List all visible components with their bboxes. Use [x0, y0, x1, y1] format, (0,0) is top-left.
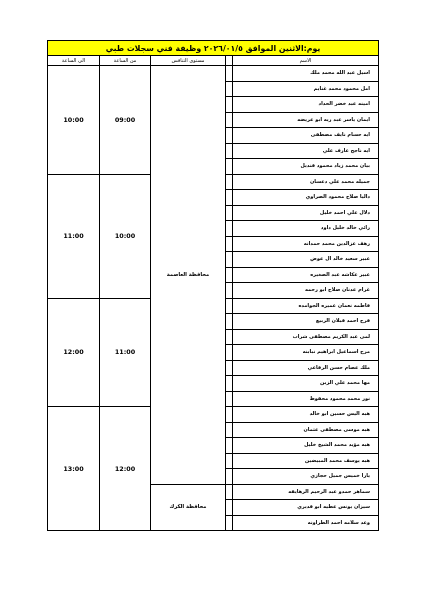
spacer-cell	[226, 159, 233, 175]
name-cell: امينه عبد خضر الحداد	[233, 97, 379, 113]
schedule-body	[48, 66, 379, 531]
name-cell: مرح اسماعيل ابراهيم نبابنه	[233, 345, 379, 361]
schedule-title: يوم:الاثنين الموافق ٢٠٢٦/٠١/٥ وظيفة فني سجلات طبي	[48, 41, 379, 56]
spacer-cell	[226, 500, 233, 516]
spacer-cell	[226, 174, 233, 190]
name-cell: ايمان ياسر عبد ربه ابو عريضه	[233, 112, 379, 128]
name-cell: بيان محمد زياد محمود قنديل	[233, 159, 379, 175]
header-name: الاسم	[233, 56, 379, 66]
name-cell: يارا خميس جميل حجازي	[233, 469, 379, 485]
name-cell: داليا صلاح محمود الصراوي	[233, 190, 379, 206]
to-time-cell: 11:00	[48, 174, 100, 298]
spacer-cell	[226, 190, 233, 206]
spacer-cell	[226, 515, 233, 531]
name-cell: هبه اليس حسين ابو خالد	[233, 407, 379, 423]
table-row	[48, 66, 379, 82]
spacer-cell	[226, 345, 233, 361]
spacer-cell	[226, 112, 233, 128]
spacer-cell	[226, 422, 233, 438]
header-spacer	[226, 56, 233, 66]
spacer-cell	[226, 329, 233, 345]
spacer-cell	[226, 283, 233, 299]
name-cell: دلال علي احمد خليل	[233, 205, 379, 221]
spacer-cell	[226, 469, 233, 485]
spacer-cell	[226, 252, 233, 268]
to-time-cell: 10:00	[48, 66, 100, 175]
name-cell: رهف عزالدين محمد حمدانه	[233, 236, 379, 252]
name-cell: هبه موسى مصطفى عثمان	[233, 422, 379, 438]
header-to-time: الى الساعة	[48, 56, 100, 66]
spacer-cell	[226, 453, 233, 469]
name-cell: اسيل عبد الله محمد ملك	[233, 66, 379, 82]
name-cell: عبير سعيد خالد ال عوض	[233, 252, 379, 268]
name-cell: ايه ناجح عارف علي	[233, 143, 379, 159]
spacer-cell	[226, 236, 233, 252]
schedule-table	[47, 40, 379, 531]
name-cell: جميله محمد علي دعسان	[233, 174, 379, 190]
header-from-time: من الساعة	[100, 56, 151, 66]
spacer-cell	[226, 298, 233, 314]
name-cell: فرح احمد قبلان الربيع	[233, 314, 379, 330]
spacer-cell	[226, 81, 233, 97]
spacer-cell	[226, 391, 233, 407]
spacer-cell	[226, 484, 233, 500]
name-cell: مها محمد علي الزبن	[233, 376, 379, 392]
name-cell: عبير عكاشه عبد الصغيره	[233, 267, 379, 283]
name-cell: ملك عصام حسن الرفاعي	[233, 360, 379, 376]
name-cell: سماهر حمدو عبد الرحيم الرهايفه	[233, 484, 379, 500]
spacer-cell	[226, 267, 233, 283]
name-cell: رائي خالد خليل داود	[233, 221, 379, 237]
name-cell: فاطمه نعمان عميره الجوامده	[233, 298, 379, 314]
from-time-cell: 09:00	[100, 66, 151, 175]
name-cell: نور محمد محمود محفوظ	[233, 391, 379, 407]
spacer-cell	[226, 314, 233, 330]
name-cell: سيزان يونس عطيه ابو قديري	[233, 500, 379, 516]
spacer-cell	[226, 97, 233, 113]
from-time-cell: 11:00	[100, 298, 151, 407]
name-cell: امل محمود محمد غنايم	[233, 81, 379, 97]
to-time-cell: 13:00	[48, 407, 100, 531]
from-time-cell: 12:00	[100, 407, 151, 531]
spacer-cell	[226, 360, 233, 376]
spacer-cell	[226, 66, 233, 82]
from-time-cell: 10:00	[100, 174, 151, 298]
name-cell: هبه يوسف محمد المبيضين	[233, 453, 379, 469]
spacer-cell	[226, 221, 233, 237]
spacer-cell	[226, 438, 233, 454]
spacer-cell	[226, 205, 233, 221]
name-cell: ايه حسام نايف مصطفى	[233, 128, 379, 144]
header-level: مستوى التنافس	[151, 56, 226, 66]
to-time-cell: 12:00	[48, 298, 100, 407]
name-cell: لمى عبد الكريم مصطفى شراب	[233, 329, 379, 345]
level-cell: محافظة الكرك	[151, 484, 226, 531]
spacer-cell	[226, 128, 233, 144]
name-cell: هبه مؤيد محمد الشيخ خليل	[233, 438, 379, 454]
spacer-cell	[226, 376, 233, 392]
spacer-cell	[226, 143, 233, 159]
name-cell: وعد سلامه احمد الطراونه	[233, 515, 379, 531]
level-cell: محافظة العاصمة	[151, 66, 226, 485]
spacer-cell	[226, 407, 233, 423]
name-cell: غرام عدنان صلاح ابو رحمه	[233, 283, 379, 299]
